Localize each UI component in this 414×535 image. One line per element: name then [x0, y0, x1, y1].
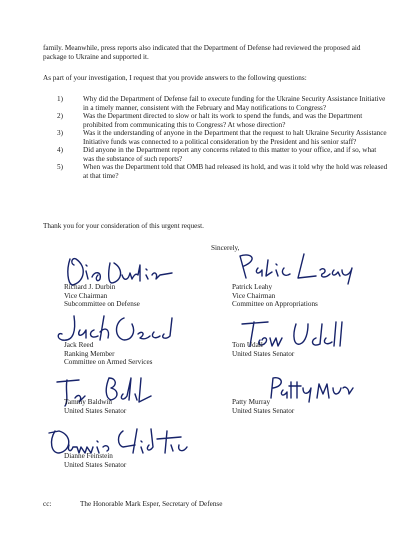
cc-label: cc: [43, 500, 52, 508]
list-item [43, 112, 388, 129]
question-text: Did anyone in the Department report any concerns related to this matter to your office, and if so, what was the substance of such reports? [83, 146, 377, 163]
question-number: 5) [57, 163, 63, 171]
signatory-title: United States Senator [64, 460, 127, 469]
signatory-block-baldwin [64, 398, 214, 415]
signatory-block-leahy [232, 283, 382, 309]
question-number: 3) [57, 129, 63, 137]
signatory-committee: Committee on Armed Services [64, 358, 153, 366]
question-number: 1) [57, 95, 63, 103]
request-paragraph: As part of your investigation, I request that you provide answers to the following questions: [43, 74, 307, 82]
signatory-name: Patrick Leahy [232, 283, 273, 291]
signatory-name: Jack Reed [64, 341, 94, 349]
list-item [43, 163, 388, 180]
question-text: Why did the Department of Defense fail to execute funding for the Ukraine Security Assistance Initiative in a timely manner, consistent with the February and May notifications to Congress? [83, 95, 386, 112]
signatory-title: United States Senator [232, 406, 295, 415]
intro-paragraph: family. Meanwhile, press reports also indicated that the Department of Defense had reviewed the proposed aid package to Ukraine and supported it. [43, 44, 361, 61]
list-item [43, 146, 388, 163]
signatory-title: United States Senator [232, 349, 295, 358]
signature-leahy [232, 250, 362, 284]
thanks-line: Thank you for your consideration of this urgent request. [43, 222, 204, 230]
closing: Sincerely, [211, 244, 240, 252]
signatory-name: Tammy Baldwin [64, 398, 113, 406]
question-text: When was the Department told that OMB had released its hold, and was it told why the hold was released at that time? [83, 163, 388, 180]
signatory-block-reed [64, 341, 214, 367]
signatory-committee: Subcommittee on Defense [64, 300, 140, 308]
list-item [43, 129, 388, 146]
list-item [43, 95, 388, 112]
signatory-name: Dianne Feinstein [64, 452, 113, 460]
signatory-block-murray [232, 398, 382, 415]
signatory-name: Patty Murray [232, 398, 271, 406]
signatory-name: Richard J. Durbin [64, 283, 116, 291]
signatory-block-feinstein [64, 452, 214, 469]
signatory-title: Vice Chairman [64, 291, 108, 300]
signatory-block-durbin [64, 283, 214, 309]
signatory-title: Vice Chairman [232, 291, 276, 300]
cc-recipient: The Honorable Mark Esper, Secretary of Defense [80, 500, 223, 508]
questions-list [43, 95, 388, 180]
question-number: 4) [57, 146, 63, 154]
question-number: 2) [57, 112, 63, 120]
signatory-title: United States Senator [64, 406, 127, 415]
signatory-name: Tom Udall [232, 341, 263, 349]
signatory-committee: Committee on Appropriations [232, 300, 318, 308]
question-text: Was it the understanding of anyone in the Department that the request to halt Ukraine Security Assistance Initiative funds was connected to a political consideration by the President and his senior staff? [83, 129, 387, 146]
signatory-block-udall [232, 341, 382, 358]
question-text: Was the Department directed to slow or halt its work to spend the funds, and was the Department prohibited from communicating this to Congress? At whose direction? [83, 112, 363, 129]
signatory-title: Ranking Member [64, 349, 115, 358]
